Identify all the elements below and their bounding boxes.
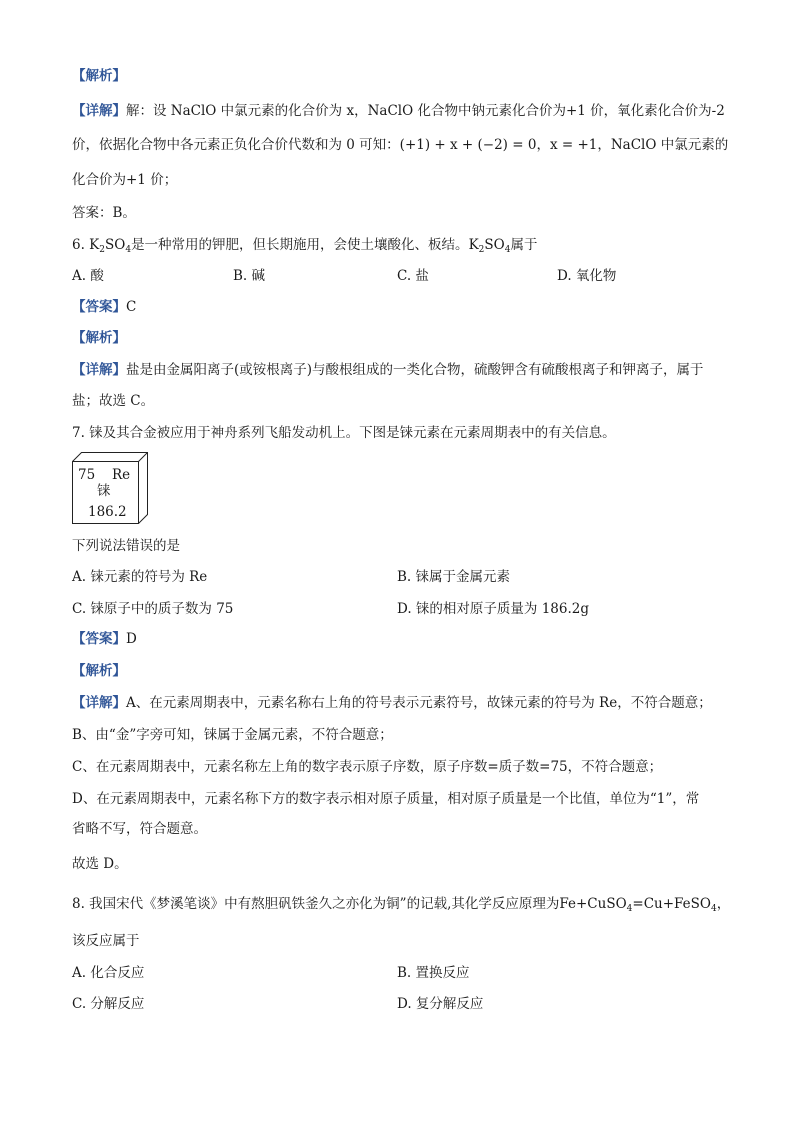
option-d: D. 复分解反应	[397, 996, 484, 1012]
question-prompt: 下列说法错误的是	[72, 538, 180, 554]
detail-line: D、在元素周期表中，元素名称下方的数字表示相对原子质量，相对原子质量是一个比值，单位为“1”，常	[72, 791, 700, 807]
answer-tag: 【答案】	[72, 299, 126, 315]
detail-text: 价，依据化合物中各元素正负化合价代数和为 0 可知：	[72, 137, 400, 153]
detail-line: 故选 D。	[72, 856, 128, 872]
subscript: 4	[125, 245, 132, 255]
question-number: 6.	[72, 237, 90, 253]
equation-part: Fe+CuSO	[559, 896, 627, 912]
detail-line: 盐；故选 C。	[72, 393, 155, 409]
answer-value: D	[126, 631, 137, 647]
detail-tag: 【详解】	[72, 695, 126, 711]
detail-line-1	[72, 102, 725, 120]
detail-text: A、在元素周期表中，元素名称右上角的符号表示元素符号，故铼元素的符号为 Re，不符合题意；	[126, 695, 712, 711]
detail-tag: 【详解】	[72, 103, 126, 119]
detail-line: 省略不写，符合题意。	[72, 821, 207, 837]
analysis-heading: 【解析】	[72, 68, 126, 84]
separator: ，	[716, 896, 731, 912]
separator: ，	[536, 137, 550, 153]
formula-part: K	[468, 237, 479, 253]
question-8-stem	[72, 895, 730, 913]
subscript: 4	[710, 904, 717, 914]
equation-part: =Cu+FeSO	[632, 896, 711, 912]
answer-value: C	[126, 299, 137, 315]
detail-text: ，NaClO 中氯元素的	[597, 137, 729, 153]
formula-part: SO	[105, 237, 126, 253]
detail-line: C、在元素周期表中，元素名称左上角的数字表示原子序数，原子序数=质子数=75，不符合题意；	[72, 759, 663, 775]
question-6-stem	[72, 236, 537, 254]
answer-line	[72, 298, 136, 316]
option-c: C. 盐	[397, 268, 429, 284]
variable-x: x	[346, 103, 355, 119]
detail-line-2	[72, 136, 728, 154]
element-name: 铼	[97, 483, 111, 499]
detail-line	[72, 694, 712, 712]
equation-sum: (+1) + x + (−2) = 0	[399, 137, 537, 153]
atomic-mass: 186.2	[88, 504, 127, 520]
option-a: A. 化合反应	[72, 965, 145, 981]
subscript: 4	[504, 245, 511, 255]
analysis-heading: 【解析】	[72, 663, 126, 679]
subscript: 2	[478, 245, 485, 255]
answer-line	[72, 630, 137, 648]
detail-line	[72, 361, 704, 379]
option-d: D. 氧化物	[557, 268, 617, 284]
answer-tag: 【答案】	[72, 631, 126, 647]
equation-x: x = +1	[549, 137, 598, 153]
question-7-stem: 7. 铼及其合金被应用于神舟系列飞船发动机上。下图是铼元素在元素周期表中的有关信息。	[72, 425, 616, 441]
option-a: A. 酸	[72, 268, 104, 284]
detail-tag: 【详解】	[72, 362, 126, 378]
answer-line: 答案：B。	[72, 205, 136, 221]
option-b: B. 碱	[233, 268, 266, 284]
element-symbol: Re	[112, 467, 131, 483]
subscript: 2	[99, 245, 105, 255]
element-box	[72, 452, 156, 524]
detail-text: ，NaClO 化合物中钠元素化合价为+1 价，氧化素化合价为-2	[354, 103, 725, 119]
formula-part: K	[89, 237, 100, 253]
stem-text: 8. 我国宋代《梦溪笔谈》中有熬胆矾铁釜久之亦化为铜”的记载,其化学反应原理为	[72, 896, 560, 912]
detail-line: B、由“金”字旁可知，铼属于金属元素，不符合题意；	[72, 727, 393, 743]
option-d: D. 铼的相对原子质量为 186.2g	[397, 601, 590, 617]
stem-text: 是一种常用的钾肥，但长期施用，会使土壤酸化、板结。	[131, 237, 469, 253]
option-b: B. 置换反应	[397, 965, 470, 981]
option-c: C. 铼原子中的质子数为 75	[72, 601, 234, 617]
subscript: 4	[626, 904, 633, 914]
question-prompt: 该反应属于	[72, 933, 140, 949]
atomic-number: 75	[78, 467, 96, 483]
stem-text: 属于	[510, 237, 538, 253]
option-c: C. 分解反应	[72, 996, 145, 1012]
option-b: B. 铼属于金属元素	[397, 569, 511, 585]
detail-text: 盐是由金属阳离子(或铵根离子)与酸根组成的一类化合物，硫酸钾含有硫酸根离子和钾离子，属于	[126, 362, 704, 378]
detail-text: 解：设 NaClO 中氯元素的化合价为	[126, 103, 347, 119]
analysis-heading: 【解析】	[72, 330, 126, 346]
reaction-equation	[559, 896, 716, 912]
formula-part: SO	[484, 237, 505, 253]
option-a: A. 铼元素的符号为 Re	[72, 569, 208, 585]
detail-line-3: 化合价为+1 价；	[72, 172, 178, 188]
